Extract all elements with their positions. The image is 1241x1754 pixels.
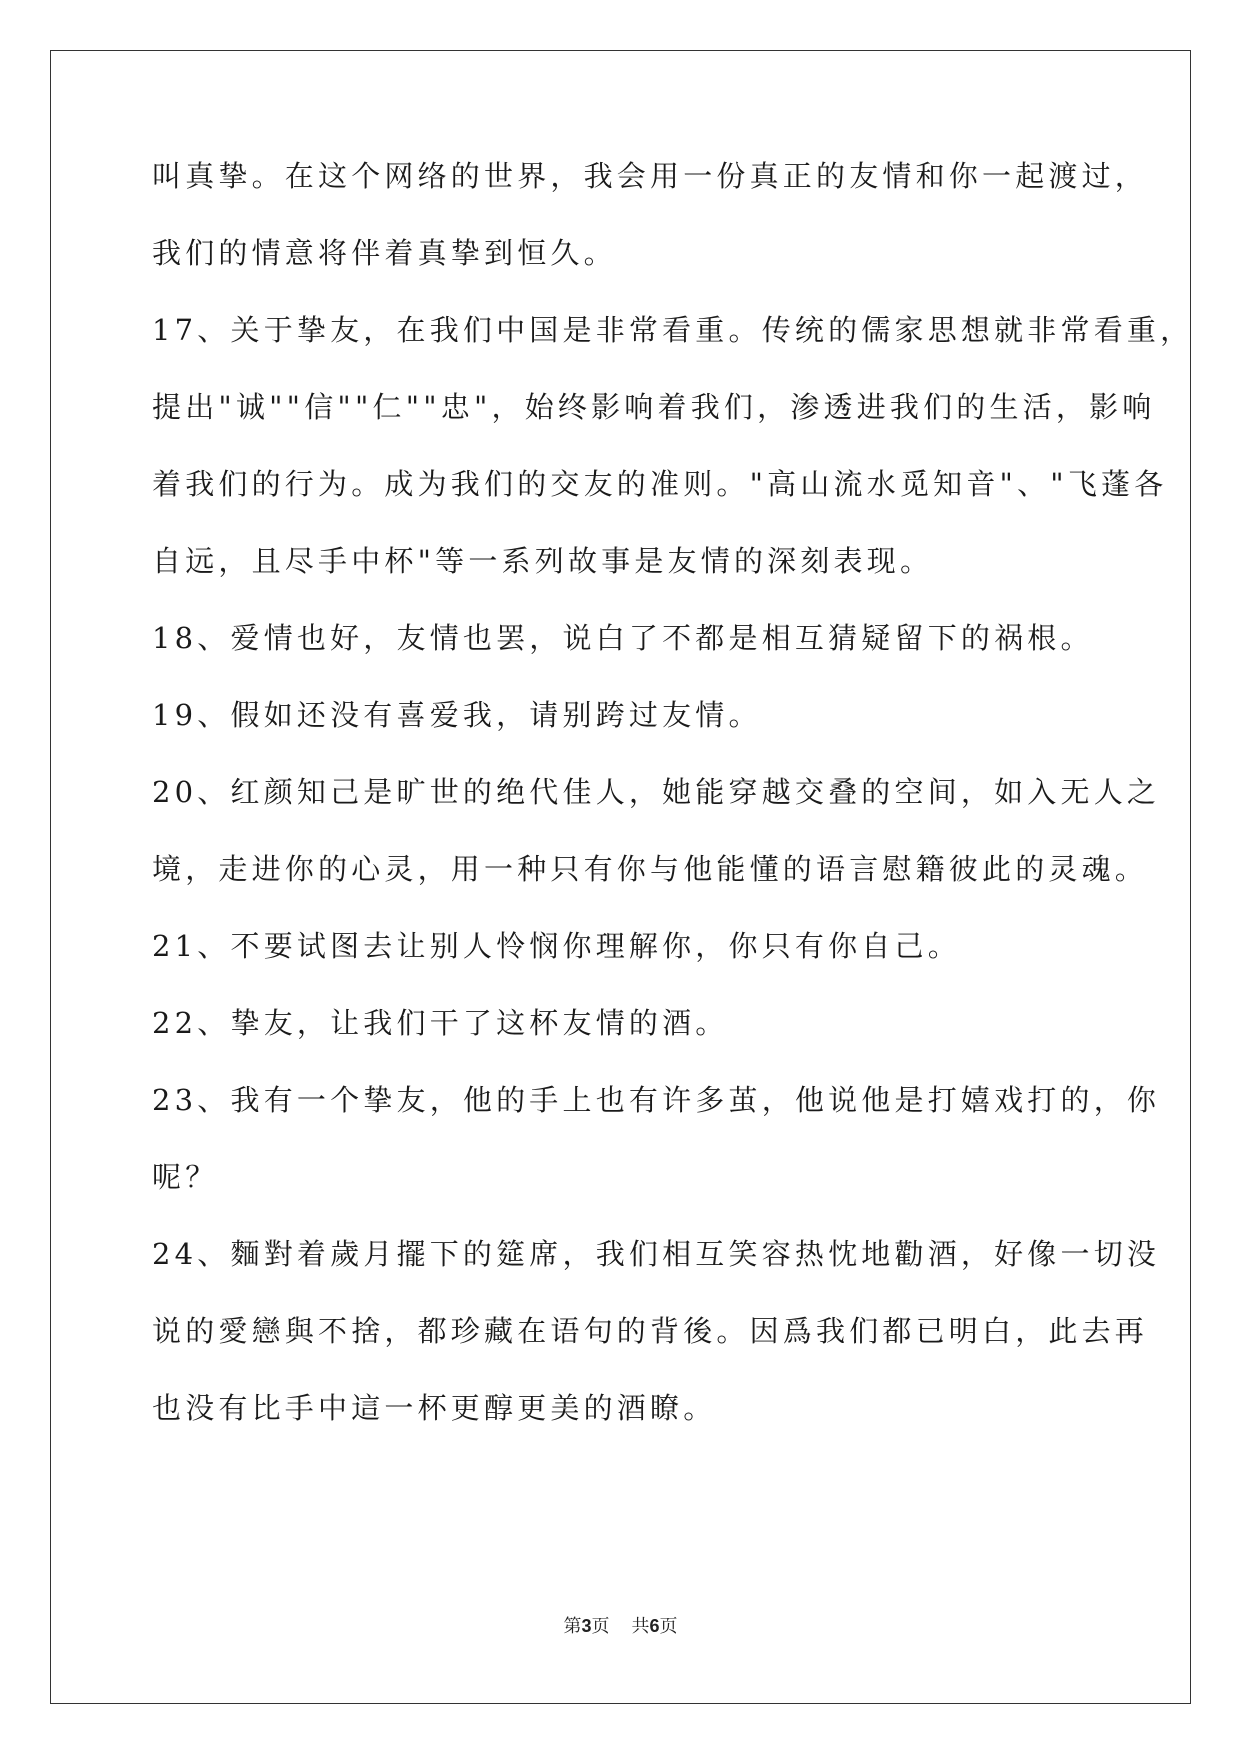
text-line: 叫真挚。在这个网络的世界，我会用一份真正的友情和你一起渡过，	[152, 159, 1149, 193]
page-prefix: 第	[563, 1616, 582, 1637]
text-line: 17、关于挚友，在我们中国是非常看重。传统的儒家思想就非常看重，	[152, 313, 1194, 347]
text-line: 22、挚友，让我们干了这杯友情的酒。	[152, 1006, 729, 1040]
text-line: 18、爱情也好，友情也罢，说白了不都是相互猜疑留下的祸根。	[152, 621, 1094, 655]
page-total-number: 6	[649, 1616, 660, 1636]
text-line: 24、麵對着歲月擺下的筵席，我们相互笑容热忱地勸酒，好像一切没	[152, 1237, 1161, 1271]
page-footer	[0, 1612, 1241, 1638]
document-body	[152, 159, 1194, 1469]
total-suffix: 页	[659, 1616, 678, 1637]
text-line: 自远，且尽手中杯"等一系列故事是友情的深刻表现。	[152, 544, 934, 578]
total-prefix: 共	[631, 1616, 650, 1637]
text-line: 21、不要试图去让别人怜悯你理解你，你只有你自己。	[152, 929, 961, 963]
text-line: 说的愛戀與不捨，都珍藏在语句的背後。因爲我们都已明白，此去再	[152, 1314, 1149, 1348]
text-line: 着我们的行为。成为我们的交友的准则。"高山流水觅知音"、"飞蓬各	[152, 467, 1168, 501]
text-line: 20、红颜知己是旷世的绝代佳人，她能穿越交叠的空间，如入无人之	[152, 775, 1161, 809]
text-line: 境，走进你的心灵，用一种只有你与他能懂的语言慰籍彼此的灵魂。	[152, 852, 1149, 886]
text-line: 23、我有一个挚友，他的手上也有许多茧，他说他是打嬉戏打的，你	[152, 1083, 1161, 1117]
text-line: 呢？	[152, 1160, 219, 1194]
text-line: 我们的情意将伴着真挚到恒久。	[152, 236, 617, 270]
text-line: 19、假如还没有喜爱我，请别跨过友情。	[152, 698, 762, 732]
page-suffix: 页	[591, 1616, 610, 1637]
text-line: 也没有比手中這一杯更醇更美的酒瞭。	[152, 1391, 717, 1425]
text-line: 提出"诚""信""仁""忠"，始终影响着我们，渗透进我们的生活，影响	[152, 390, 1156, 424]
page-current-number: 3	[581, 1616, 592, 1636]
